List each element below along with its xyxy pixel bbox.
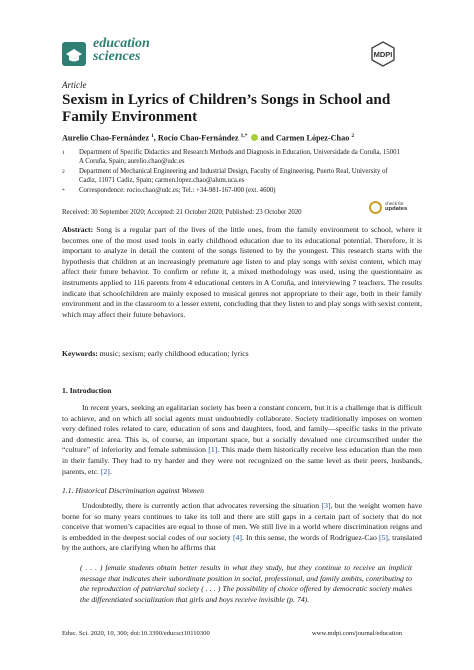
block-quote: ( . . . ) female students obtain better results in what they study, but they continue to receive an implicit message that indicates their subordinate position in social, professional, and family ambits, contributing to the reproduction of patriarchal society ( . . . ) The possibility of choice offered by democratic society makes the differentiated socialization that girls and boys receive invisible (p. 74). <box>80 563 412 604</box>
affiliation-mark: 1 <box>62 150 65 156</box>
keywords-label: Keywords: <box>62 349 98 358</box>
publication-dates: Received: 30 September 2020; Accepted: 21 October 2020; Published: 23 October 2020 <box>62 209 302 216</box>
paragraph-text: , translated by the authors, are clarifying when he affirms that <box>62 532 422 553</box>
paragraph-text: . In this sense, the words of Rodríguez-Cao <box>241 532 380 542</box>
affiliation-text: Correspondence: rocio.chao@udc.es; Tel.: +34-981-167-000 (ext. 4600) <box>79 187 276 194</box>
author-affiliation-mark: 2 <box>351 133 355 139</box>
author-name[interactable]: Rocío Chao-Fernández <box>157 133 239 143</box>
orcid-icon[interactable] <box>251 134 258 141</box>
paragraph-text: In recent years, seeking an egalitarian society has been a constant concern, but it is a challenge that is difficult to achieve, and on which all social agents must undoubtedly collaborate. Society traditionally imposes on women very defined roles related to care, education of sons and daughters, food, and family—specific tasks in the private and domestic area. This is, of course, an important space, but a socially devalued one circumscribed under the “culture” of inferiority and female submission <box>62 403 422 455</box>
journal-name-line1: education <box>93 36 150 51</box>
paragraph-text: , but the weight women have borne for so many years continues to take its toll and there are still gaps in a certain part of society that do not conceive that women’s capacities are equal to those of men. We still live in a world where discrimination reigns and is embedded in the deepest social codes of our society <box>62 501 422 542</box>
paragraph-text: . <box>109 466 112 476</box>
affiliation-1 <box>62 149 402 167</box>
journal-logo-icon <box>62 42 86 66</box>
abstract <box>62 225 422 320</box>
journal-name <box>93 37 150 63</box>
updates-label-line1: check for <box>385 201 404 206</box>
keywords-text: music; sexism; early childhood education; lyrics <box>99 349 249 358</box>
affiliation-text: Department of Mechanical Engineering and Industrial Design, Faculty of Engineering, Puerto Real, University of Cadiz, 11071 Cadiz, Spain; carmen.lopez.chao@alum.uca.es <box>79 168 388 184</box>
paragraph-text: . This made them historically receive less education than the men in their family. They had to try harder and they were not recognized on the same level as their peers, husbands, parents, etc. <box>62 445 422 476</box>
abstract-label: Abstract: <box>62 225 94 234</box>
journal-url[interactable]: www.mdpi.com/journal/education <box>312 630 403 637</box>
affiliation-mark: 2 <box>62 169 65 175</box>
citation-link[interactable]: [5] <box>379 532 388 542</box>
author-affiliation-mark: 1 <box>151 133 154 139</box>
affiliation-text: Department of Specific Didactics and Research Methods and Diagnosis in Education, Universidade da Coruña, 15001 A Coruña, Spain; aurelio.chao@udc.es <box>79 149 400 165</box>
affiliation-mark: * <box>62 188 65 194</box>
publisher-logo-text: MDPI <box>373 50 393 59</box>
author-name[interactable]: Aurelio Chao-Fernández <box>62 133 149 143</box>
check-for-updates-badge[interactable] <box>369 201 413 217</box>
citation-link[interactable]: [4] <box>232 532 242 542</box>
author-separator: , <box>153 133 156 143</box>
correspondence <box>62 187 402 196</box>
intro-paragraph-2 <box>62 501 422 554</box>
mdpi-logo-icon <box>370 41 396 67</box>
paper-title: Sexism in Lyrics of Children’s Songs in School and Family Environment <box>62 91 391 125</box>
update-check-icon <box>369 201 382 214</box>
author-list <box>62 133 354 143</box>
subsection-heading: 1.1. Historical Discrimination against Women <box>62 486 204 495</box>
citation-link[interactable]: [3] <box>321 501 331 510</box>
intro-paragraph-1 <box>62 403 422 477</box>
journal-name-line2: sciences <box>93 49 141 64</box>
keywords <box>62 349 422 360</box>
author-name[interactable]: and Carmen López-Chao <box>260 133 350 143</box>
paragraph-text: Undoubtedly, there is currently action that advocates reversing the situation <box>82 501 322 510</box>
citation-footer: Educ. Sci. 2020, 10, 300; doi:10.3390/educsci10110300 <box>62 630 210 637</box>
updates-label <box>385 201 407 212</box>
section-heading: 1. Introduction <box>62 386 112 395</box>
abstract-text: Song is a regular part of the lives of the little ones, from the family environment to school, where it becomes one of the most used tools in early childhood education due to its educational potential. Therefore, it is important to analyze in detail the content of the songs listened to by the youngest. This research starts with the hypothesis that children at an increasingly premature age listen to and play songs with sexist content, which may affect their future behavior. To confirm or refute it, a mixed methodology was used, using the questionnaire as instruments applied to 116 parents from 4 educational centers in A Coruña, and interviewing 7 teachers. The results indicate that schoolchildren are mainly exposed to musical genres not appropriate to their age, both in their family environment and in the classroom to a lesser extent, concluding that they listen to and play songs with sexist content, which may affect their future behaviors. <box>62 225 422 319</box>
updates-label-line2: updates <box>385 205 408 212</box>
citation-link[interactable]: [2] <box>100 466 110 476</box>
article-type: Article <box>62 80 87 90</box>
citation-link[interactable]: [1] <box>208 445 218 455</box>
affiliation-2 <box>62 168 402 186</box>
author-affiliation-mark: 1,* <box>240 133 248 139</box>
